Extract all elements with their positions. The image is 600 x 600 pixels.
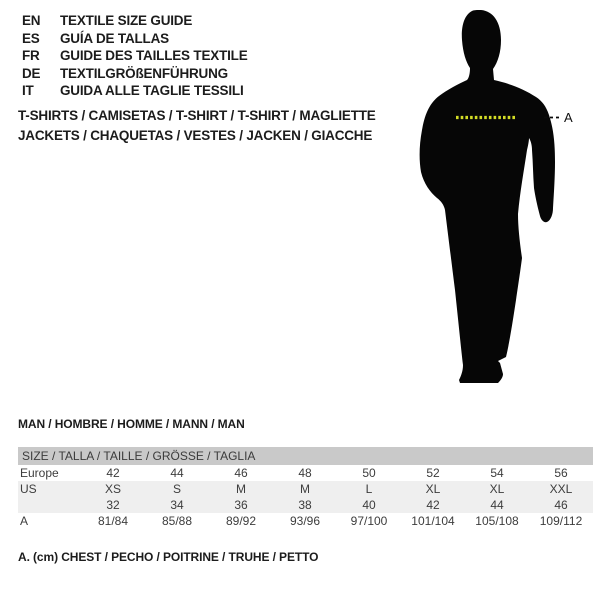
row-label: A [20, 514, 29, 528]
lang-code: DE [22, 65, 41, 81]
table-cell: 46 [234, 466, 248, 480]
table-cell: XXL [529, 481, 593, 497]
lang-row-es [22, 30, 248, 48]
lang-title: TEXTILGRÖßENFÜHRUNG [60, 65, 228, 81]
row-label [18, 497, 81, 513]
lang-code: FR [22, 48, 40, 63]
lang-row-it [22, 82, 248, 100]
table-cell: 48 [298, 466, 312, 480]
table-cell: M [209, 481, 273, 497]
category-block [18, 106, 376, 146]
row-label: US [18, 481, 81, 497]
man-figure [400, 0, 585, 400]
lang-code: ES [22, 30, 40, 46]
table-cell: 52 [426, 466, 440, 480]
lang-title: GUIDA ALLE TAGLIE TESSILI [60, 83, 244, 98]
category-line-jackets: JACKETS / CHAQUETAS / VESTES / JACKEN / GIACCHE [18, 128, 373, 143]
table-row-chest [18, 513, 593, 529]
table-cell: 44 [170, 466, 184, 480]
lang-code: EN [22, 13, 41, 28]
table-cell: 109/112 [539, 514, 583, 528]
table-cell: XL [465, 481, 529, 497]
table-cell: 36 [209, 497, 273, 513]
man-silhouette [420, 10, 555, 383]
table-cell: 42 [106, 466, 120, 480]
table-cell: XS [81, 481, 145, 497]
table-cell: 42 [401, 497, 465, 513]
measurement-footnote: A. (cm) CHEST / PECHO / POITRINE / TRUHE / PETTO [18, 550, 319, 564]
table-cell: 50 [362, 466, 376, 480]
category-line-tshirts: T-SHIRTS / CAMISETAS / T-SHIRT / T-SHIRT / MAGLIETTE [18, 108, 376, 123]
size-table [18, 447, 593, 529]
table-cell: 93/96 [289, 514, 321, 528]
table-cell: 44 [465, 497, 529, 513]
table-cell: 105/108 [475, 514, 519, 528]
table-cell: XL [401, 481, 465, 497]
lang-row-en [22, 12, 248, 30]
table-row-numeric [18, 497, 593, 513]
lang-row-de [22, 65, 248, 83]
row-label: Europe [20, 466, 59, 480]
table-cell: 40 [337, 497, 401, 513]
table-cell: 46 [529, 497, 593, 513]
table-cell: L [337, 481, 401, 497]
table-cell: 32 [81, 497, 145, 513]
table-cell: 38 [273, 497, 337, 513]
table-cell: 97/100 [350, 514, 388, 528]
lang-title: TEXTILE SIZE GUIDE [60, 13, 193, 28]
lang-row-fr [22, 47, 248, 65]
table-cell: 85/88 [161, 514, 193, 528]
table-cell: S [145, 481, 209, 497]
table-row-us [18, 481, 593, 497]
measure-label: A [564, 110, 573, 125]
man-silhouette-svg [400, 0, 585, 400]
table-cell: 54 [490, 466, 504, 480]
lang-title: GUÍA DE TALLAS [60, 30, 169, 46]
table-header-row [18, 447, 593, 465]
table-cell: M [273, 481, 337, 497]
lang-code: IT [22, 83, 34, 98]
table-header: SIZE / TALLA / TAILLE / GRÖSSE / TAGLIA [18, 447, 593, 465]
table-cell: 101/104 [411, 514, 455, 528]
table-cell: 89/92 [225, 514, 257, 528]
table-cell: 56 [554, 466, 568, 480]
table-row-europe [18, 465, 593, 481]
language-title-block [22, 12, 248, 100]
table-cell: 34 [145, 497, 209, 513]
table-cell: 81/84 [97, 514, 129, 528]
section-title-man: MAN / HOMBRE / HOMME / MANN / MAN [18, 417, 245, 431]
lang-title: GUIDE DES TAILLES TEXTILE [60, 48, 248, 63]
